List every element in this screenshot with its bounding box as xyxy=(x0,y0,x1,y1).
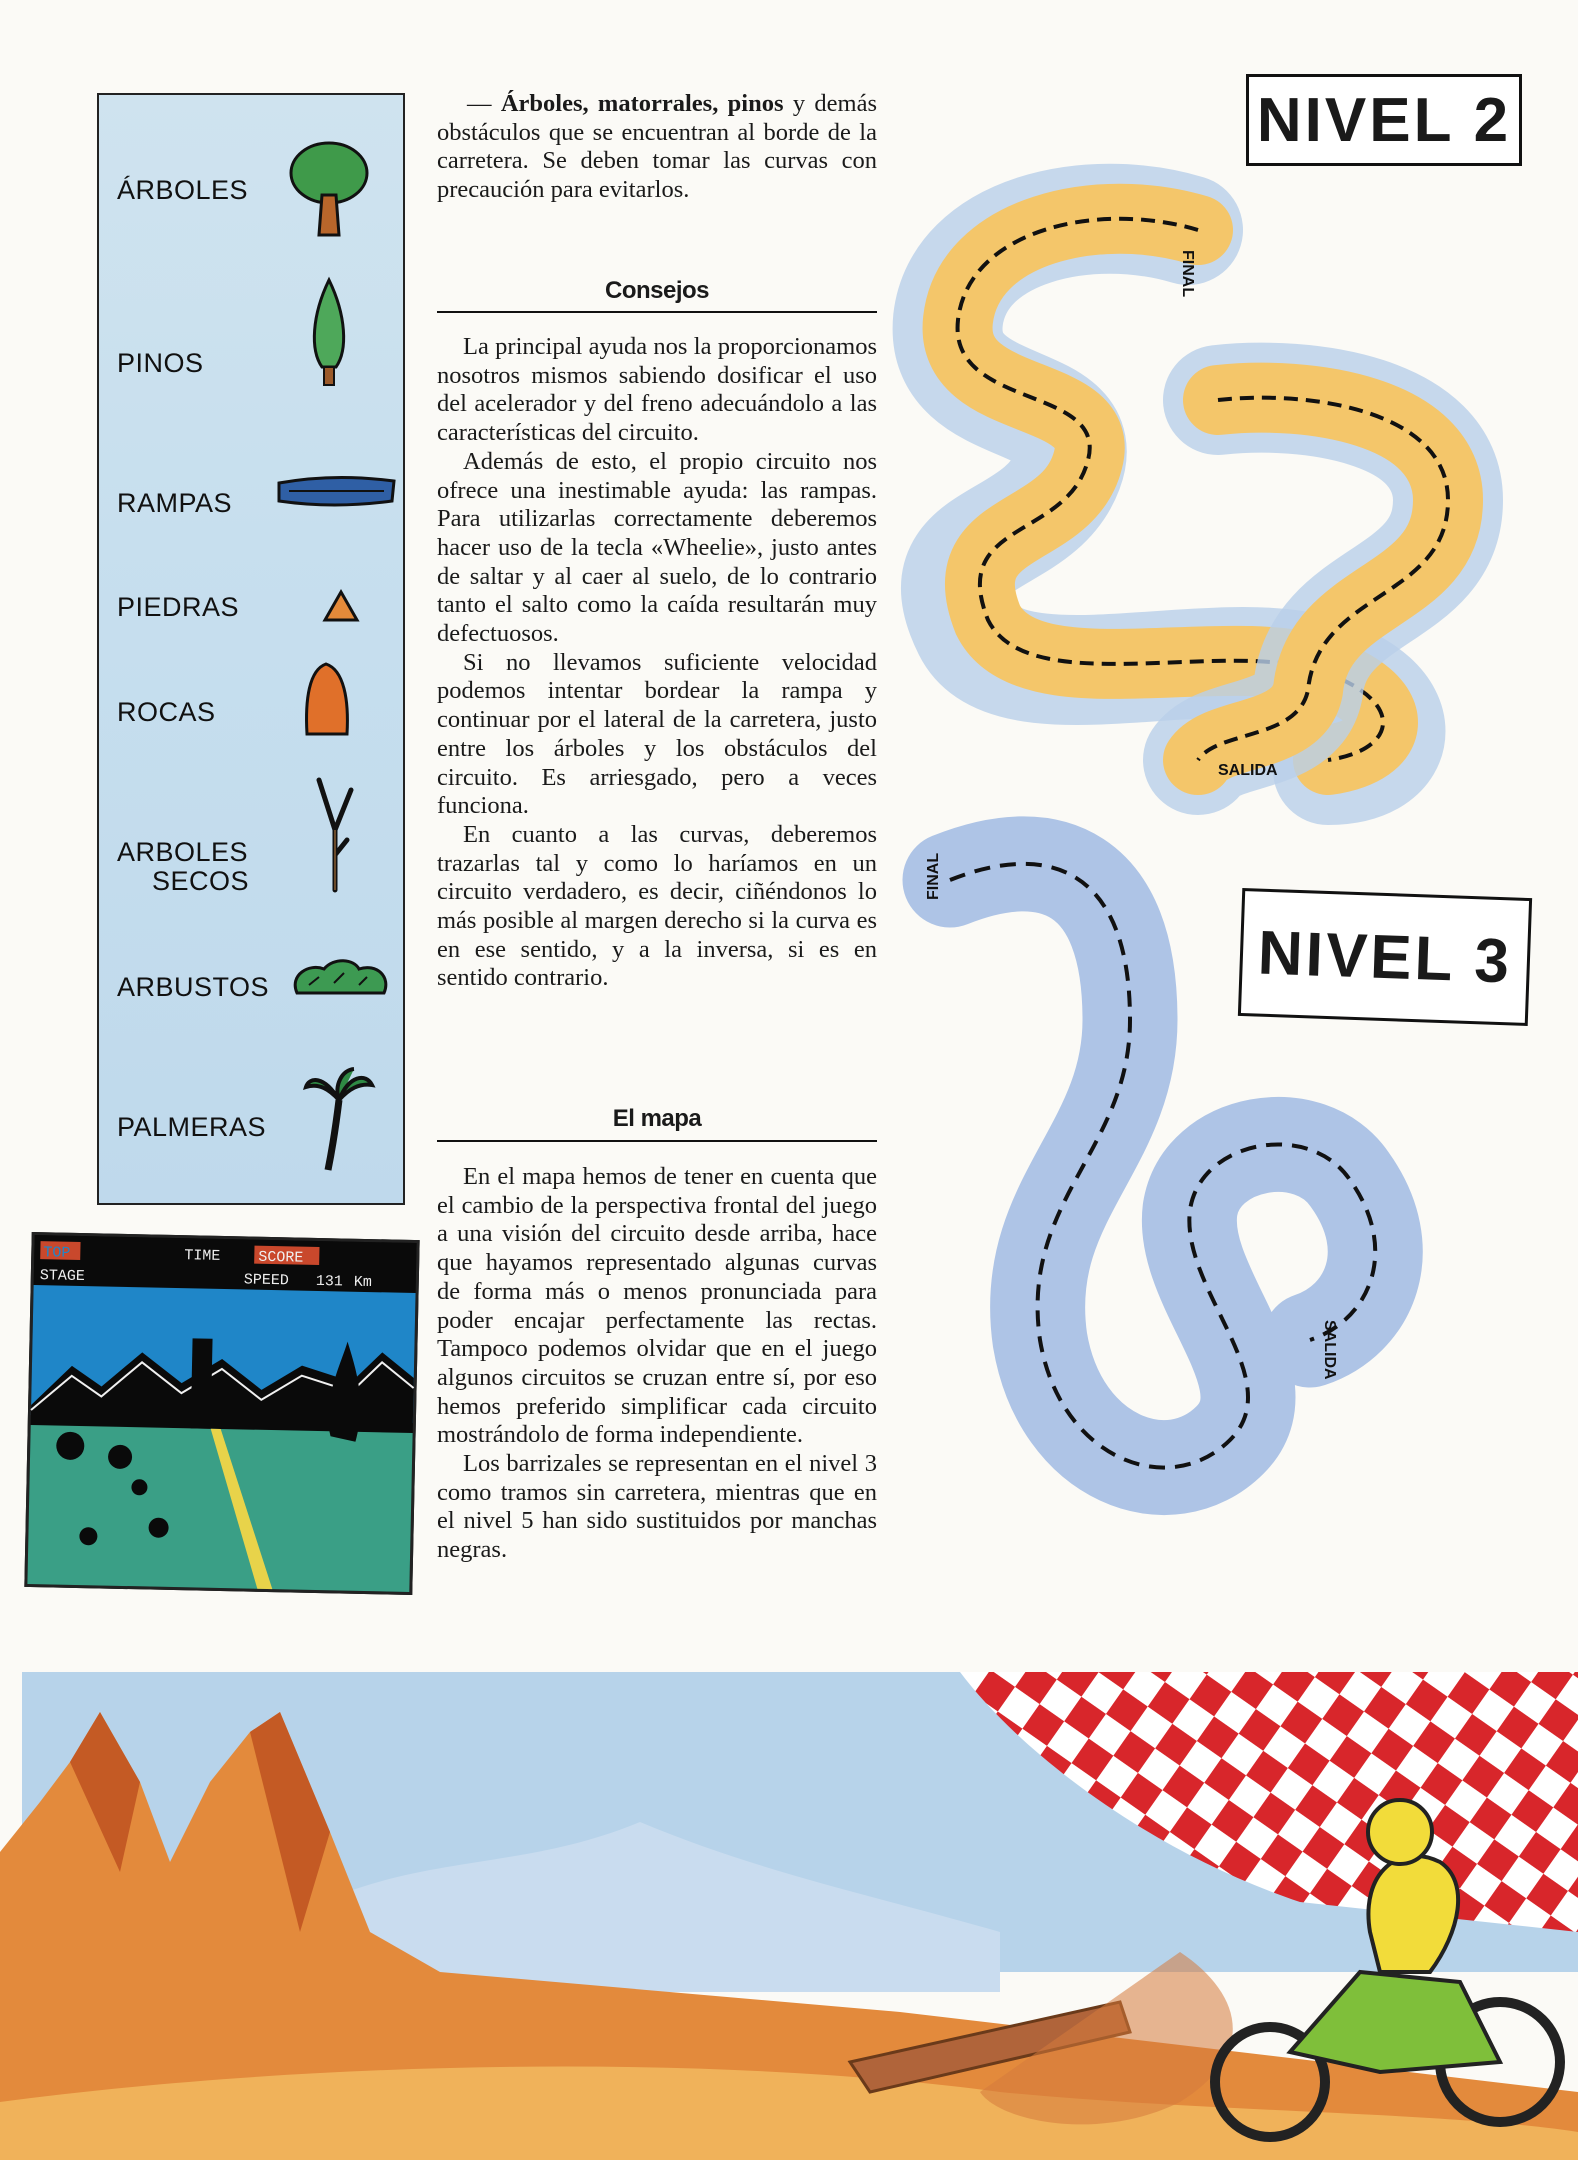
legend-label-piedras: PIEDRAS xyxy=(117,592,240,622)
hud-speed-unit: Km xyxy=(353,1273,372,1292)
dead-tree-icon xyxy=(307,770,362,895)
nivel-3-label: NIVEL 3 xyxy=(1238,888,1532,1026)
mapa-body xyxy=(437,1163,877,1565)
mapa-p2: Los barrizales se representan en el nivel 3 como tramos sin carretera, mientras que en el nivel 5 han sido sustituidos por manchas negras. xyxy=(437,1450,877,1564)
hud-stage-label: STAGE xyxy=(39,1267,86,1286)
legend-label-arboles-secos: ARBOLES xyxy=(117,837,249,867)
intro-text: y demás obstáculos que se encuentran al borde de la carretera. Se deben tomar las curvas con precaución para evitarlos. xyxy=(437,90,877,204)
rock-icon xyxy=(299,660,354,740)
motocross-illustration xyxy=(0,1672,1578,2160)
legend-label-rampas: RAMPAS xyxy=(117,488,233,518)
bush-icon xyxy=(289,955,394,1005)
legend-label-secos: SECOS xyxy=(152,866,250,896)
consejos-p3: Si no llevamos suficiente velocidad podemos intentar bordear la rampa y continuar por el lateral de la carretera, justo entre los árboles y los obstáculos del circuito. Es arriesgado, pero a veces funciona. xyxy=(437,648,877,820)
legend-label-arboles: ÁRBOLES xyxy=(117,175,249,205)
game-scene xyxy=(27,1235,416,1592)
legend-label-palmeras: PALMERAS xyxy=(117,1112,267,1142)
nivel-2-salida-label: SALIDA xyxy=(1218,762,1278,779)
nivel-3-salida-label: SALIDA xyxy=(1321,1320,1338,1380)
stone-icon xyxy=(321,588,361,624)
palm-icon xyxy=(304,1065,374,1175)
consejos-heading: Consejos xyxy=(604,277,710,304)
game-screenshot xyxy=(24,1232,419,1595)
hud-speed-label: SPEED xyxy=(243,1271,289,1290)
consejos-body xyxy=(437,333,877,993)
intro-dash: — xyxy=(467,90,501,117)
consejos-rule xyxy=(437,311,877,313)
nivel-2-map xyxy=(888,170,1528,780)
hud-score-label: SCORE xyxy=(258,1248,304,1267)
pine-icon xyxy=(304,275,354,390)
legend-label-rocas: ROCAS xyxy=(117,697,216,727)
legend-label-arbustos: ARBUSTOS xyxy=(117,972,270,1002)
nivel-2-label: NIVEL 2 xyxy=(1246,74,1522,166)
nivel-3-final-label: FINAL xyxy=(925,852,942,900)
ramp-icon xyxy=(274,471,399,511)
consejos-p2: Además de esto, el propio circuito nos ofrece una inestimable ayuda: las rampas. Para utilizarlas correctamente deberemos hacer uso de la tecla «Wheelie», justo antes de saltar y al caer al suelo, de lo contrario tanto el salto como la caída resultarán muy defectuosos. xyxy=(437,447,877,648)
obstacle-legend xyxy=(97,93,405,1205)
hud-top-label: TOP xyxy=(43,1244,71,1262)
consejos-p4: En cuanto a las curvas, deberemos trazarlas tal y como lo haríamos en un circuito verdadero, es decir, ciñéndonos lo más posible al margen derecho si la curva es en ese sentido, y a la inversa, si es en sentido contrario. xyxy=(437,820,877,992)
intro-paragraph xyxy=(437,90,877,205)
consejos-p1: La principal ayuda nos la proporcionamos nosotros mismos sabiendo dosificar el uso del acelerador y del freno adecuándolo a las características del circuito. xyxy=(437,333,877,447)
nivel-2-final-label: FINAL xyxy=(1179,250,1196,298)
hud-speed-value: 131 xyxy=(315,1272,343,1291)
intro-bold: Árboles, matorrales, pinos xyxy=(500,90,784,117)
legend-label-pinos: PINOS xyxy=(117,348,204,378)
hud-time-label: TIME xyxy=(184,1247,221,1265)
tree-icon xyxy=(284,135,374,240)
mapa-p1: En el mapa hemos de tener en cuenta que el cambio de la perspectiva frontal del juego a una visión del circuito desde arriba, hace que hayamos representado algunas curvas de forma más o menos pronunciada para poder encajar perfectamente las rectas. Tampoco podemos olvidar que en el juego algunos circuitos se cruzan entre sí, por eso hemos preferido simplificar cada circuito mostrándolo de forma independiente. xyxy=(437,1163,877,1449)
mapa-heading: El mapa xyxy=(612,1105,702,1132)
mapa-rule xyxy=(437,1140,877,1142)
